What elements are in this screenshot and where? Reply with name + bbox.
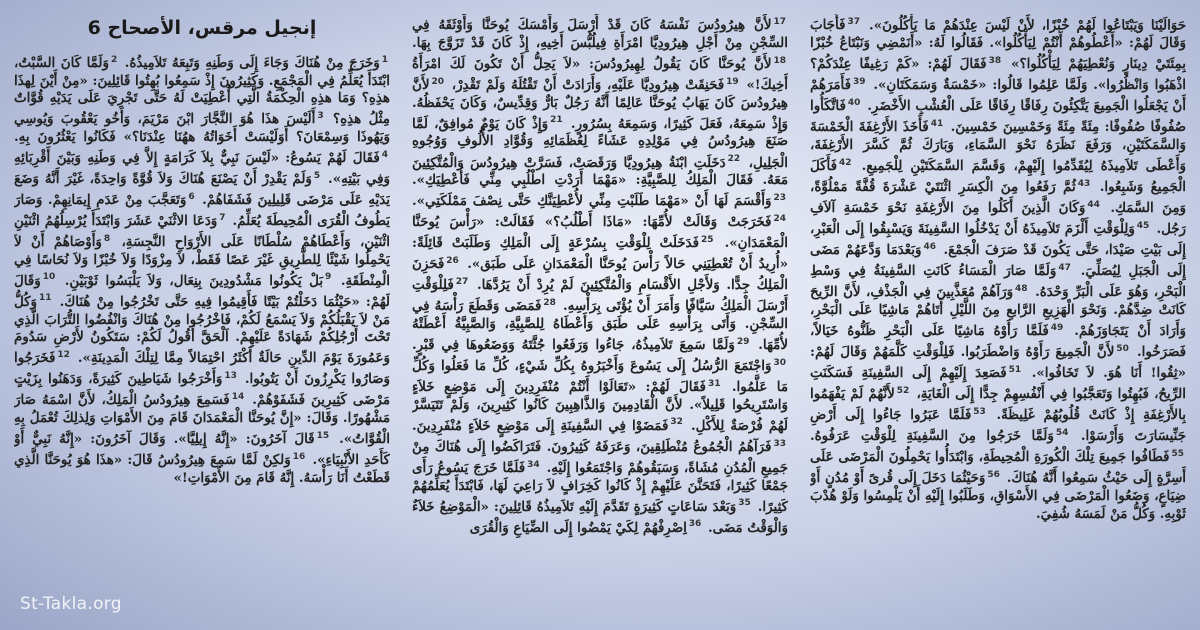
column-middle: [412, 14, 788, 622]
verse-number: 44: [1087, 199, 1100, 210]
verse-text: وَخَرَجَ مِنْ هُنَاكَ وَجَاءَ إِلَى وَطَنِهِ وَتَبِعَهُ تَلاَمِيذُهُ.: [119, 55, 380, 72]
verse-text: فَحَزِنَ الْمَلِكُ جِدًّا. وَلأَجْلِ الأَقْسَامِ وَالْمُتَّكِئِينَ لَمْ يُرِدْ أَنْ يَرُدَّهَا.: [412, 256, 788, 294]
verse-text: وَقَالَ لَهُمْ: «حَيْثُمَا دَخَلْتُمْ بَيْتًا فَأَقِيمُوا فِيهِ حَتَّى تَخْرُجُوا مِنْ هُنَاكَ.: [14, 272, 390, 310]
verse-number: 20: [431, 76, 445, 87]
verse-number: 1: [381, 54, 388, 65]
verse-text: فَأَخَذَ الأَرْغِفَةَ الْخَمْسَةَ وَالسَّمَكَتَيْنِ، وَرَفَعَ نَظَرَهُ نَحْوَ السَّمَاءِ، وَبَارَكَ ثُمَّ كَسَّرَ الأَرْغِفَةَ، وَأَعْطَى تَلاَمِيذَهُ لِيُقَدِّمُوا إِلَيْهِمْ، وَقَسَّمَ السَّمَكَتَيْنِ لِلْجَمِيعِ.: [810, 119, 1186, 174]
verse: [446, 77, 741, 93]
verse-text: فَلَمَّا رَأَوْهُ مَاشِيًا عَلَى الْبَحْرِ ظَنُّوهُ خَيَالاً، فَصَرَخُوا.: [810, 323, 1186, 361]
chapter-title: إنجيل مرقس، الأصحاح 6: [87, 17, 317, 39]
site-watermark: St-Takla.org: [20, 594, 122, 614]
verse-number: 4: [381, 149, 388, 160]
verse-number: 49: [1050, 322, 1064, 333]
verse-number: 55: [1171, 448, 1184, 459]
verse-text: فَصَعِدَ إِلَيْهِمْ إِلَى السَّفِينَةِ فَسَكَنَتِ الرِّيحُ، فَبُهِتُوا وَتَعَجَّبُوا فِي أَنْفُسِهِمْ جِدًّا إِلَى الْغَايَةِ،: [810, 365, 1186, 403]
verse-text: فَلَمَّا عَبَرُوا جَاءُوا إِلَى أَرْضِ جَنِّيسَارَتَ وَأَرْسَوْا.: [810, 407, 1186, 445]
verse-number: 24: [773, 213, 786, 224]
verse-text: وَحَيْثُمَا دَخَلَ إِلَى قُرىً أَوْ مُدُنٍ أَوْ ضِيَاعٍ، وَضَعُوا الْمَرْضَى فِي الأَسْوَاقِ، وَطَلَبُوا إِلَيْهِ أَنْ يَلْمِسُوا وَلَوْ هُدْبَ ثَوْبِهِ. وَكُلُّ مَنْ لَمَسَهُ شُفِيَ.: [810, 470, 1186, 522]
verse-text: لأَنَّ يُوحَنَّا كَانَ يَقُولُ لِهِيرُودُسَ: «لاَ يَحِلُّ أَنْ تَكُونَ لَكَ امْرَأَةُ أَخِيكَ!»: [412, 56, 788, 94]
verse-text: حَوَالَيْنَا وَيَبْتَاعُوا لَهُمْ خُبْزًا، لأَنْ لَيْسَ عِنْدَهُمْ مَا يَأْكُلُونَ».: [861, 17, 1186, 34]
verse: [119, 55, 390, 71]
verse-number: 39: [853, 76, 866, 87]
column-left: [810, 14, 1186, 622]
verse-text: وَرَآهُمْ مُعَذَّبِينَ فِي الْجَذْفِ، لأَنَّ الرِّيحَ كَانَتْ ضِدَّهُمْ. وَنَحْوَ الْهَزِيعِ الرَّابعِ مِنَ اللَّيْلِ أَتَاهُمْ مَاشِيًا عَلَى الْبَحْرِ، وَأَرَادَ أَنْ يَتَجَاوَزَهُمْ.: [810, 284, 1186, 339]
verse-number: 9: [325, 272, 332, 283]
verse-number: 5: [313, 170, 321, 181]
verse-number: 13: [224, 370, 237, 381]
verse-number: 10: [42, 272, 56, 283]
verse-number: 11: [38, 293, 52, 304]
verse-text: وَبَعْدَ سَاعَاتٍ كَثِيرَةٍ تَقَدَّمَ إِلَيْهِ تَلاَمِيذُهُ قَائِلِينَ: «الْمَوْضِعُ خَلاَءٌ وَالْوَقْتُ مَضَى.: [412, 498, 788, 536]
verse-number: 31: [707, 378, 721, 389]
verse-number: 28: [543, 298, 556, 308]
verse-number: 19: [726, 76, 739, 87]
verse-text: وَتَعَجَّبَ مِنْ عَدَمِ إِيمَانِهِمْ. وَصَارَ يَطُوفُ الْقُرَى الْمُحِيطَةَ يُعَلِّمُ.: [14, 192, 390, 230]
verse-text: وَلَمَّا كَانَ السَّبْتُ، ابْتَدَأَ يُعَلِّمُ فِي الْمَجْمَعِ. وَكَثِيرُونَ إِذْ سَمِعُوا بُهِتُوا قَائِلِينَ: «مِنْ أَيْنَ لِهذَا هذِهِ؟ وَمَا هذِهِ الْحِكْمَةُ الَّتِي أُعْطِيَتْ لَهُ حَتَّى تَجْرِيَ عَلَى يَدَيْهِ قُوَّاتٌ مِثْلُ هذِهِ؟: [14, 55, 390, 128]
verse-text: وَلكِنْ لَمَّا سَمِعَ هِيرُودُسُ قَالَ: «هذَا هُوَ يُوحَنَّا الَّذِي قَطَعْتُ أَنَا رَأْسَهُ. إِنَّهُ قَامَ مِنَ الأَمْوَاتِ!»: [14, 452, 390, 486]
verse-text: وَلَمْ يَقْدِرْ أَنْ يَصْنَعَ هُنَاكَ وَلاَ قُوَّةً وَاحِدَةً، غَيْرَ أَنَّهُ وَضَعَ يَدَيْهِ عَلَى مَرْضَى قَلِيلِينَ فَشَفَاهُمْ.: [14, 171, 390, 209]
verse-number: 34: [527, 459, 540, 470]
verse-text: وَأَوْصَاهُمْ أَنْ لاَ يَحْمِلُوا شَيْئًا لِلطَّرِيقِ غَيْرَ عَصًا فَقَطْ، لاَ مِزْوَدًا وَلاَ خُبْزًا وَلاَ نُحَاسًا فِي الْمِنْطَقَةِ.: [14, 234, 390, 289]
verse-number: 8: [103, 233, 111, 244]
verse-text: فَمَضَوْا فِي السَّفِينَةِ إِلَى مَوْضِعٍ خَلاَءٍ مُنْفَرِدِينَ.: [412, 417, 669, 434]
verse-text: فَرَآهُمُ الْجُمُوعُ مُنْطَلِقِينَ، وَعَرَفَهُ كَثِيرُونَ. فَتَرَاكَضُوا إِلَى هُنَاكَ مِنْ جَمِيعِ الْمُدُنِ مُشَاةً، وَسَبَقُوهُمْ وَاجْتَمَعُوا إِلَيْهِ.: [412, 438, 788, 477]
verse-text: وَبَعْدَمَا وَدَّعَهُمْ مَضَى إِلَى الْجَبَلِ لِيُصَلِّيَ.: [810, 242, 1186, 280]
verse: [810, 428, 1070, 444]
verse-text: فَأَكَلَ الْجَمِيعُ وَشَبِعُوا.: [810, 157, 1186, 196]
verse-text: فَدَخَلَتْ لِلْوَقْتِ بِسُرْعَةٍ إِلَى الْمَلِكِ وَطَلَبَتْ قَائِلَةً: «أُرِيدُ أَنْ تُعْطِيَنِي حَالاً رَأْسَ يُوحَنَّا الْمَعْمَدَانِ عَلَى طَبَق».: [412, 235, 788, 273]
verse-text: فَطَافُوا جَمِيعَ تِلْكَ الْكُورَةِ الْمُحِيطَةِ، وَابْتَدَأُوا يَحْمِلُونَ الْمَرْضَى عَلَى أَسِرَّةٍ إِلَى حَيْثُ سَمِعُوا أَنَّهُ هُنَاكَ.: [810, 449, 1186, 487]
verse-number: 32: [670, 417, 683, 428]
verse-number: 12: [57, 349, 70, 360]
verse-text: بَلْ يَكُونُوا مَشْدُودِينَ بِنِعَال، وَلاَ يَلْبَسُوا ثَوْبَيْنِ.: [57, 272, 324, 289]
verse-number: 6: [188, 191, 195, 202]
verse-text: ثُمَّ رَفَعُوا مِنَ الْكِسَرِ اثْنَتَيْ عَشْرَةَ قُفَّةً مَمْلُوَّةً، وَمِنَ السَّمَكِ.: [810, 179, 1186, 217]
verse-number: 16: [292, 451, 306, 462]
verse-number: 3: [317, 110, 324, 121]
verse-text: دَخَلَتِ ابْنَةُ هِيرُودِيَّا وَرَقَصَتْ، فَسَرَّتْ هِيرُودُسَ وَالْمُتَّكِئِينَ مَعَهُ. فَقَالَ الْمَلِكُ لِلصَّبِيَّةِ: «مَهْمَا أَرَدْتِ اطْلُبِي مِنِّي فَأُعْطِيَكِ».: [412, 154, 788, 189]
verse-text: فَلَمَّا خَرَجَ يَسُوعُ رَأَى جَمْعًا كَثِيرًا، فَتَحَنَّنَ عَلَيْهِمْ إِذْ كَانُوا كَخِرَافٍ لاَ رَاعِيَ لَهَا، فَابْتَدَأَ يُعَلِّمُهُمْ كَثِيرًا.: [412, 460, 788, 515]
verse-text: وَكُلُّ مَنْ لاَ يَقْبَلُكُمْ وَلاَ يَسْمَعُ لَكُمْ، فَاخْرُجُوا مِنْ هُنَاكَ وَانْفُضُوا التُّرَابَ الَّذِي تَحْتَ أَرْجُلِكُمْ شَهَادَةً عَلَيْهِمْ. اَلْحَقَّ أَقُولُ لَكُمْ: سَتَكُونُ لأَرْضِ سَدُومَ وَعَمُورَةَ يَوْمَ الدِّينِ حَالَةٌ أَكْثَرُ احْتِمَالاً مِمَّا لِتِلْكَ الْمَدِينَةِ».: [14, 293, 390, 367]
verse-number: 53: [973, 406, 986, 417]
verse-text: وَأَقْسَمَ لَهَا أَنْ «مَهْمَا طَلَبْتِ مِنِّي لأُعْطِيَنَّكِ حَتَّى نِصْفَ مَمْلَكَتِي».: [412, 193, 772, 210]
verse-text: لأَنَّهُمْ لَمْ يَفْهَمُوا بِالأَرْغِفَةِ إِذْ كَانَتْ قُلُوبُهُمْ غَلِيظَةً.: [810, 386, 1186, 424]
verse-text: وَلَمَّا صَارَ الْمَسَاءُ كَانَتِ السَّفِينَةُ فِي وَسْطِ الْبَحْرِ، وَهُوَ عَلَى الْبَرِّ وَحْدَهُ.: [810, 263, 1186, 301]
verse-number: 36: [688, 519, 702, 530]
verse-number: 40: [847, 97, 861, 108]
verse-number: 54: [1055, 427, 1069, 438]
verse-text: وَلِلْوَقْتِ أَلْزَمَ تَلاَمِيذَهُ أَنْ يَدْخُلُوا السَّفِينَةَ وَيَسْبِقُوا إِلَى الْعَبْرِ، إِلَى بَيْتِ صَيْدَا، حَتَّى يَكُونَ قَدْ صَرَفَ الْجَمْعَ.: [810, 221, 1186, 259]
verse-text: فَسَمِعَ هِيرُودُسُ الْمَلِكُ، لأَنَّ اسْمَهُ صَارَ مَشْهُورًا. وَقَالَ: «إِنَّ يُوحَنَّا الْمَعْمَدَانَ قَامَ مِنَ الأَمْوَاتِ وَلِذلِكَ تُعْمَلُ بِهِ الْقُوَّاتُ».: [14, 392, 390, 447]
verse-number: 46: [923, 241, 936, 252]
verse-text: وَإِذْ كَانَ يَوْمٌ مُوافِقٌ، لَمَّا صَنَعَ هِيرُودُسُ فِي مَوْلِدِهِ عَشَاءً لِعُظَمَائِهِ وَقُوَّادِ الأُلُوفِ وَوُجُوهِ الْجَلِيلِ،: [412, 115, 788, 171]
verse-text: فَخَرَجَتْ وَقَالَتْ لأُمِّهَا: «مَاذَا أَطْلُبُ؟» فَقَالَتْ: «رَأْسَ يُوحَنَّا الْمَعْمَدَانِ».: [412, 214, 788, 252]
verse-text: قَالَ آخَرُونَ: «إِنَّهُ إِيلِيَّا». وَقَالَ آخَرُونَ: «إِنَّهُ نَبِيٌّ أَوْ كَأَحَدِ الأَنْبِيَاءِ».: [14, 430, 390, 469]
verse-text: فَقَالَ لَهُمْ: «كَمْ رَغِيفًا عِنْدَكُمْ؟ اذْهَبُوا وَانْظُرُوا». وَلَمَّا عَلِمُوا قَالُوا: «خَمْسَةٌ وَسَمَكَتَانِ».: [810, 56, 1186, 94]
verse-number: 42: [839, 157, 852, 168]
verse-text: وَأَخْرَجُوا شَيَاطِينَ كَثِيرَةً، وَدَهَنُوا بِزَيْتٍ مَرْضَى كَثِيرِينَ فَشَفَوْهُمْ.: [14, 371, 390, 409]
verse-text: لأَنَّ هِيرُودُسَ نَفْسَهُ كَانَ قَدْ أَرْسَلَ وَأَمْسَكَ يُوحَنَّا وَأَوْثَقَهُ فِي السِّجْنِ مِنْ أَجْلِ هِيرُودِيَّا امْرَأَةِ فِيلُبُّسَ أَخِيهِ، إِذْ كَانَ قَدْ تَزَوَّجَ بِهَا.: [412, 17, 788, 52]
verse-number: 51: [1008, 364, 1022, 375]
verse-text: فَقَالَ لَهُمْ يَسُوعُ: «لَيْسَ نَبِيٌّ بِلاَ كَرَامَةٍ إِلاَّ فِي وَطَنِهِ وَبَيْنَ أَقْرِبَائِهِ وَفِي بَيْتِهِ».: [14, 149, 390, 188]
verse-text: فَقَالَ لَهُمْ: «تَعَالَوْا أَنْتُمْ مُنْفَرِدِينَ إِلَى مَوْضِعٍ خَلاَءٍ وَاسْتَرِيحُوا قَلِيلاً». لأَنَّ الْقَادِمِينَ وَالذَّاهِبِينَ كَانُوا كَثِيرِينَ، وَلَمْ تَتَيَسَّرْ لَهُمْ فُرْصَةٌ لِلأَكْلِ.: [412, 379, 788, 434]
verse-text: فَأَمَرَهُمْ أَنْ يَجْعَلُوا الْجَمِيعَ يَتَّكِئُونَ رِفَاقًا رِفَاقًا عَلَى الْعُشْبِ الأَخْضَرِ.: [810, 77, 1186, 115]
verse-number: 45: [1136, 220, 1150, 231]
verse-text: فَلِلْوَقْتِ أَرْسَلَ الْمَلِكُ سَيَّافًا وَأَمَرَ أَنْ يُؤْتَى بِرَأْسِهِ.: [412, 277, 788, 315]
verse-number: 30: [773, 357, 786, 368]
verse-number: 29: [736, 336, 750, 347]
verse: [412, 17, 788, 51]
verse-number: 27: [455, 276, 469, 287]
verse-number: 50: [1116, 343, 1129, 354]
verse-text: لأَنَّ هِيرُودُسَ كَانَ يَهَابُ يُوحَنَّا عَالِمًا أَنَّهُ رَجُلٌ بَارٌّ وَقِدِّيسٌ، وَكَانَ يَحْفَظُهُ. وَإِذْ سَمِعَهُ، فَعَلَ كَثِيرًا، وَسَمِعَهُ بِسُرُورٍ.: [412, 77, 788, 132]
verse-number: 52: [896, 385, 910, 396]
verse-text: فَخَرَجُوا وَصَارُوا يَكْرِزُونَ أَنْ يَتُوبُوا.: [14, 350, 390, 388]
verse: [412, 418, 685, 434]
verse: [470, 520, 704, 536]
verse-text: اِصْرِفْهُمْ لِكَيْ يَمْضُوا إِلَى الضِّيَاعِ وَالْقُرَى: [469, 519, 687, 536]
verse-number: 38: [988, 55, 1002, 66]
verse-number: 47: [1058, 262, 1071, 273]
verse-text: وَلَمَّا سَمِعَ تَلاَمِيذُهُ، جَاءُوا وَرَفَعُوا جُثَّتَهُ وَوَضَعُوهَا فِي قَبْرٍ.: [412, 337, 735, 354]
verse: [412, 337, 751, 353]
verse-text: لأَنَّ الْجَمِيعَ رَأَوْهُ وَاضْطَرَبُوا. فَلِلْوَقْتِ كَلَّمَهُمْ وَقَالَ لَهُمْ: «ثِقُوا! أَنَا هُوَ. لاَ تَخَافُوا».: [810, 344, 1186, 382]
verse-text: أَلَيْسَ هذَا هُوَ النَّجَّارَ ابْنَ مَرْيَمَ، وَأَخُو يَعْقُوبَ وَيُوسِي وَيَهُوذَا وَسِمْعَانَ؟ أَوَلَيْسَتْ أَخَوَاتُهُ ههُنَا عِنْدَنَا؟» فَكَانُوا يَعْثُرُونَ بِهِ.: [14, 111, 390, 145]
verse-number: 37: [847, 17, 860, 27]
verse-number: 14: [231, 391, 245, 402]
verse-number: 2: [110, 54, 118, 65]
verse-number: 25: [700, 234, 714, 245]
verse-number: 41: [930, 118, 944, 129]
verse-number: 23: [773, 192, 786, 203]
verse-number: 33: [773, 438, 786, 449]
verse-text: فَأَجَابَ وَقَالَ لَهُمْ: «أَعْطُوهُمْ أَنْتُمْ لِيَأْكُلُوا». فَقَالُوا لَهُ: «أَنَمْضِي وَنَبْتَاعُ خُبْزًا بِمِئَتَيْ دِينَارٍ وَنُعْطِيَهُمْ لِيَأْكُلُوا؟»: [810, 17, 1186, 73]
verse-number: 7: [219, 212, 226, 223]
verse-number: 22: [727, 154, 741, 165]
verse-text: فَمَضَى وَقَطَعَ رَأْسَهُ فِي السِّجْنِ. وَأَتَى بِرَأْسِهِ عَلَى طَبَق وَأَعْطَاهُ لِلصَّبِيَّةِ، وَالصَّبِيَّةُ أَعْطَتْهُ لأُمِّهَا.: [412, 298, 788, 354]
verse-number: 18: [773, 55, 786, 66]
verse-text: وَدَعَا الاثْنَيْ عَشَرَ وَابْتَدَأَ يُرْسِلُهُمُ اثْنَيْنِ اثْنَيْنِ، وَأَعْطَاهُمْ سُلْطَانًا عَلَى الأَرْوَاحِ النَّجِسَةِ،: [14, 213, 390, 251]
verse-number: 43: [1077, 178, 1091, 189]
verse-text: فَحَنِقَتْ هِيرُودِيَّا عَلَيْهِ، وَأَرَادَتْ أَنْ تَقْتُلَهُ وَلَمْ تَقْدِرْ،: [446, 77, 725, 94]
verse-number: 48: [1015, 283, 1028, 294]
verse-text: وَكَانَ الَّذِينَ أَكَلُوا مِنَ الأَرْغِفَةِ نَحْوَ خَمْسَةِ آلاَفِ رَجُل.: [810, 200, 1186, 238]
verse-text: وَاجْتَمَعَ الرُّسُلُ إِلَى يَسُوعَ وَأَخْبَرُوهُ بِكُلِّ شَيْءٍ، كُلِّ مَا فَعَلُوا وَكُلِّ مَا عَلَّمُوا.: [412, 358, 788, 396]
verse: [57, 273, 333, 289]
verse-number: 56: [987, 469, 1000, 480]
verse-text: وَلَمَّا خَرَجُوا مِنَ السَّفِينَةِ لِلْوَقْتِ عَرَفُوهُ.: [810, 428, 1054, 445]
verse-number: 21: [550, 115, 563, 126]
verse: [412, 155, 788, 189]
column-right: [14, 14, 390, 622]
verse: [412, 193, 788, 209]
verse-number: 26: [446, 255, 459, 266]
verse: [862, 17, 1186, 33]
verse-number: 15: [316, 430, 330, 441]
verse-text: فَاتَّكَأُوا صُفُوفًا صُفُوفًا: مِئَةً مِئَةً وَخَمْسِينَ خَمْسِينَ.: [810, 98, 1186, 136]
verse-number: 35: [738, 498, 751, 509]
verse-number: 17: [773, 17, 786, 27]
